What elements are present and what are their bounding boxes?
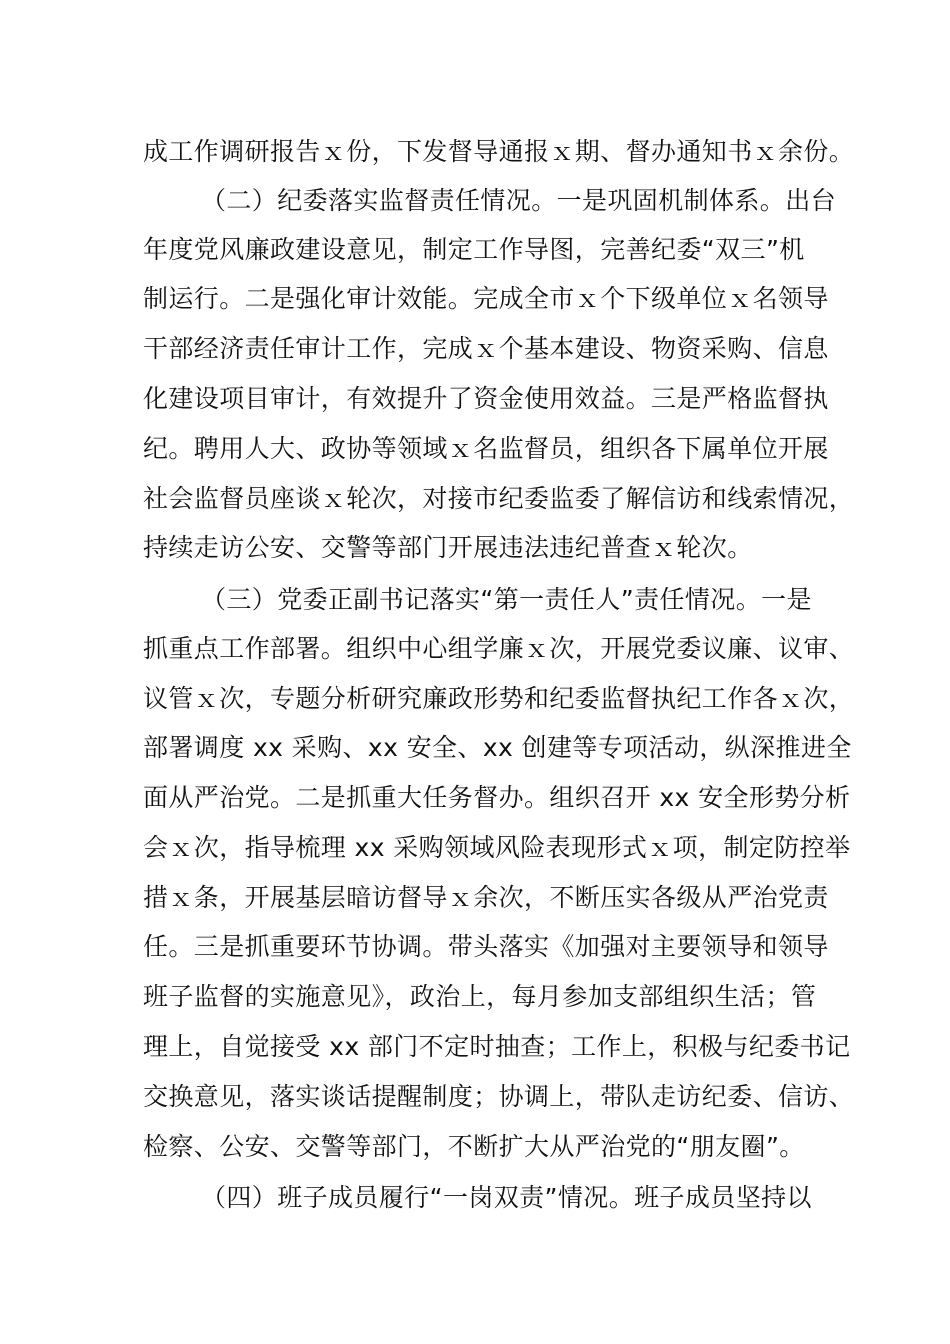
text-line: 纪。聘用人大、政协等领域ｘ名监督员，组织各下属单位开展 [143,434,829,463]
text-line: 理上，自觉接受 xx 部门不定时抽查；工作上，积极与纪委书记 [143,1032,851,1061]
section-heading-line: （三）党委正副书记落实“第一责任人”责任情况。一是 [201,585,812,614]
text-line: 制运行。二是强化审计效能。完成全市ｘ个下级单位ｘ名领导 [143,284,829,313]
text-line: 面从严治党。二是抓重大任务督办。组织召开 xx 安全形势分析 [143,783,851,812]
section-heading-line: （二）纪委落实监督责任情况。一是巩固机制体系。出台 [201,186,837,215]
section-heading-line: （四）班子成员履行“一岗双责”情况。班子成员坚持以 [201,1183,812,1212]
text-line: 部署调度 xx 采购、xx 安全、xx 创建等专项活动，纵深推进全 [143,733,852,762]
text-line: 化建设项目审计，有效提升了资金使用效益。三是严格监督执 [143,384,829,413]
text-line: 任。三是抓重要环节协调。带头落实《加强对主要领导和领导 [143,932,829,961]
text-line: 抓重点工作部署。组织中心组学廉ｘ次，开展党委议廉、议审、 [143,634,855,663]
text-line: 成工作调研报告ｘ份，下发督导通报ｘ期、督办通知书ｘ余份。 [143,137,855,166]
text-line: 年度党风廉政建设意见，制定工作导图，完善纪委“双三”机 [143,235,805,264]
text-line: 措ｘ条，开展基层暗访督导ｘ余次，不断压实各级从严治党责 [143,883,829,912]
text-line: 持续走访公安、交警等部门开展违法违纪普查ｘ轮次。 [143,533,753,562]
text-line: 交换意见，落实谈话提醒制度；协调上，带队走访纪委、信访、 [143,1082,855,1111]
text-line: 社会监督员座谈ｘ轮次，对接市纪委监委了解信访和线索情况， [143,484,855,513]
text-line: 检察、公安、交警等部门，不断扩大从严治党的“朋友圈”。 [143,1132,805,1161]
text-line: 干部经济责任审计工作，完成ｘ个基本建设、物资采购、信息 [143,334,829,363]
text-line: 会ｘ次，指导梳理 xx 采购领域风险表现形式ｘ项，制定防控举 [143,833,851,862]
text-line: 议管ｘ次，专题分析研究廉政形势和纪委监督执纪工作各ｘ次， [143,684,855,713]
text-line: 班子监督的实施意见》，政治上，每月参加支部组织生活；管 [143,982,817,1011]
